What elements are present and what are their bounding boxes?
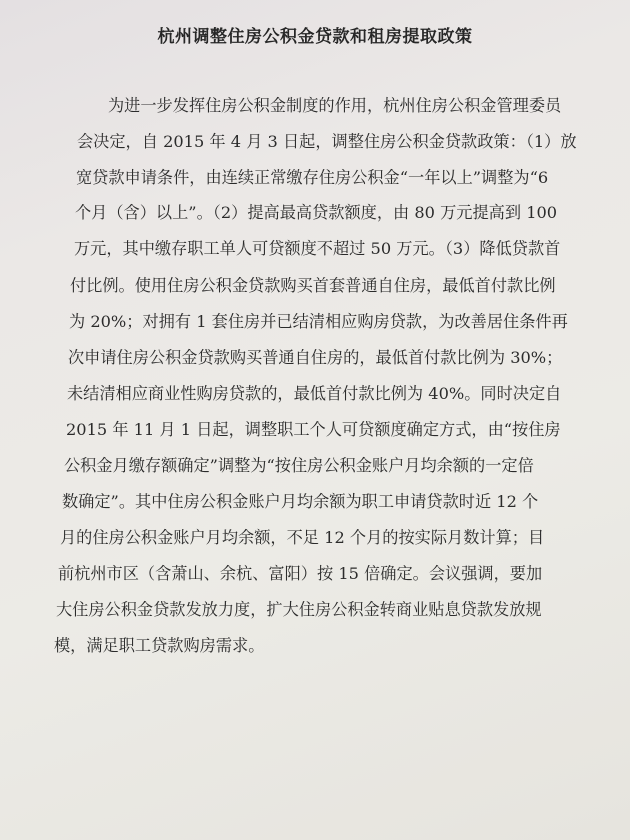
paragraph-1-line: 公积金月缴存额确定”调整为“按住房公积金账户月均余额的一定倍	[64, 456, 534, 475]
paragraph-1-line: 未结清相应商业性购房贷款的，最低首付款比例为 40%。同时决定自	[67, 384, 562, 403]
paragraph-1-line: 会决定，自 2015 年 4 月 3 日起，调整住房公积金贷款政策：（1）放	[77, 132, 577, 151]
paragraph-1-line: 为进一步发挥住房公积金制度的作用，杭州住房公积金管理委员	[108, 96, 562, 115]
paragraph-1-line: 数确定”。其中住房公积金账户月均余额为职工申请贷款时近 12 个	[62, 492, 539, 511]
paragraph-1-line: 个月（含）以上”。（2）提高最高贷款额度，由 80 万元提高到 100	[75, 203, 558, 222]
paragraph-1-line: 次申请住房公积金贷款购买普通自住房的，最低首付款比例为 30%；	[68, 348, 563, 367]
paragraph-1-line: 万元，其中缴存职工单人可贷额度不超过 50 万元。（3）降低贷款首	[74, 239, 561, 258]
paragraph-1-line: 2015 年 11 月 1 日起，调整职工个人可贷额度确定方式，由“按住房	[66, 420, 561, 439]
paragraph-1-line: 前杭州市区（含萧山、余杭、富阳）按 15 倍确定。会议强调，要加	[58, 564, 543, 583]
paragraph-1-line: 大住房公积金贷款发放力度，扩大住房公积金转商业贴息贷款发放规	[56, 600, 542, 619]
paragraph-1-line: 宽贷款申请条件，由连续正常缴存住房公积金“一年以上”调整为“6	[76, 168, 549, 187]
paragraph-1-line: 为 20%；对拥有 1 套住房并已结清相应购房贷款，为改善居住条件再	[69, 312, 568, 331]
paragraph-1-line: 付比例。使用住房公积金贷款购买首套普通自住房，最低首付款比例	[70, 276, 556, 295]
paragraph-1-line: 月的住房公积金账户月均余额，不足 12 个月的按实际月数计算；目	[60, 528, 545, 547]
document-title: 杭州调整住房公积金贷款和租房提取政策	[157, 27, 473, 47]
paragraph-1-line: 模，满足职工贷款购房需求。	[54, 636, 265, 655]
